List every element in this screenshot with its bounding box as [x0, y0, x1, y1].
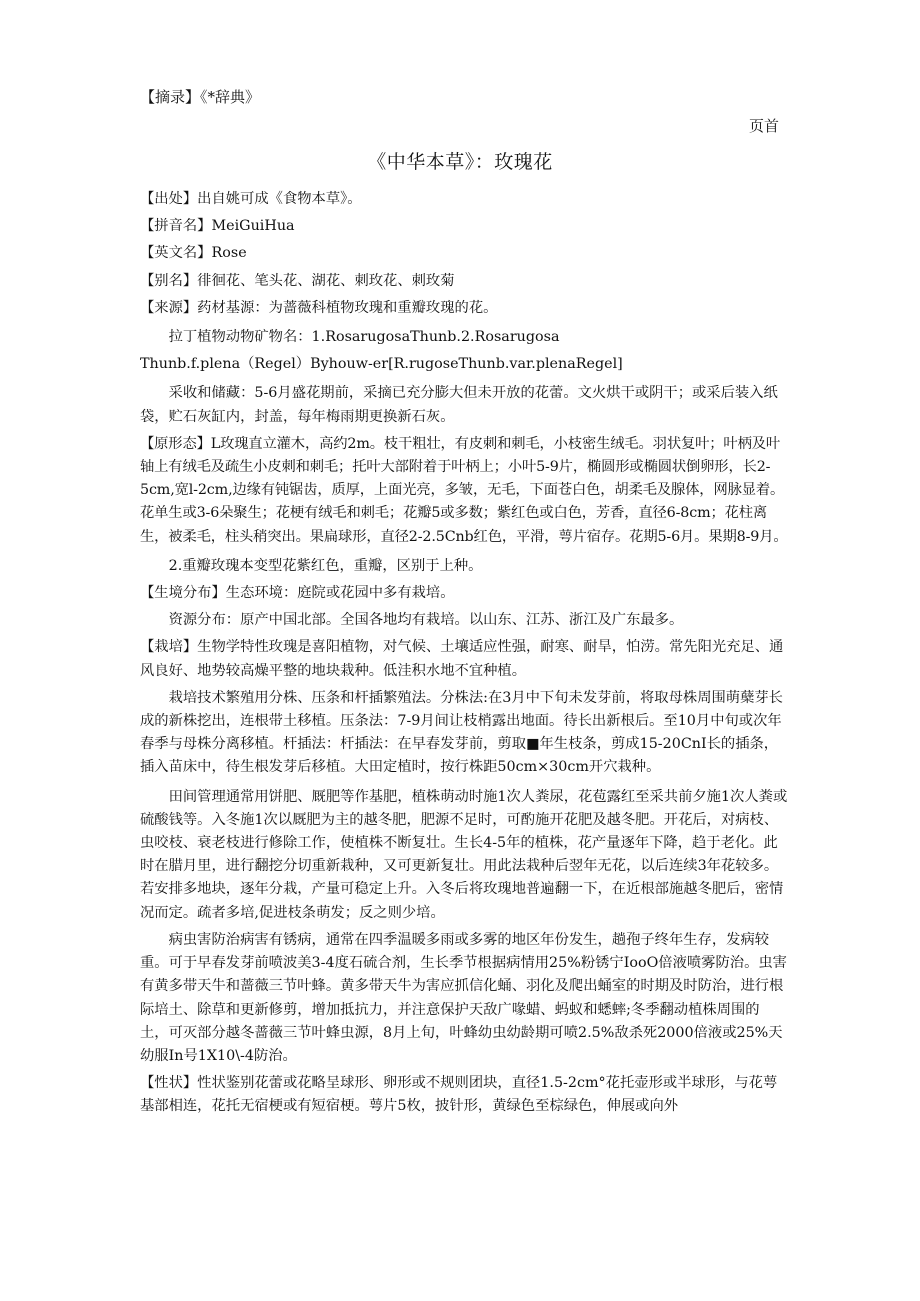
propagation-techniques: 栽培技术繁殖用分株、压条和杆插繁殖法。分株法:在3月中下旬未发芽前，将取母株周围萌蘖芽长成的新株挖出，连根带土移植。压条法：7-9月间让枝梢露出地面。待长出新根后。至10月中旬或次年春季与母株分离移植。杆插法：杆插法：在早春发芽前，剪取■年生枝条，剪成15-20CnI长的插条，插入苗床中，待生根发芽后移植。大田定植时，按行株距50cm×30cm开穴栽种。	[140, 689, 783, 776]
section-pinyin: 【拼音名】MeiGuiHua	[140, 218, 295, 235]
section-morphology: 【原形态】L玫瑰直立灌木，高约2m。枝干粗壮，有皮刺和刺毛，小枝密生绒毛。羽状复叶；叶柄及叶轴上有绒毛及疏生小皮刺和刺毛；托叶大部附着于叶柄上；小叶5-9片，椭圆形或椭圆状倒卵形，长2-5cm,宽l-2cm,边缘有钝锯齿，质厚，上面光亮，多皱，无毛，下面苍白色，胡柔毛及腺体，网脉显着。花单生或3-6朵聚生；花梗有绒毛和刺毛；花瓣5或多数；紫红色或白色，芳香，直径6-8cm；花柱离生，被柔毛，柱头稍突出。果扁球形，直径2-2.5Cnb红色，平滑，萼片宿存。花期5-6月。果期8-9月。	[140, 435, 788, 545]
section-source: 【出处】出自姚可成《食物本草》。	[140, 191, 362, 207]
latin-name-line-2: Thunb.f.plena（Regel）Byhouw-er[R.rugoseThunb.var.plenaRegel]	[140, 356, 623, 373]
double-petal-variety: 2.重瓣玫瑰本变型花紫红色，重瓣，区别于上种。	[168, 557, 483, 574]
section-habitat: 【生境分布】生态环境：庭院或花园中多有栽培。	[140, 585, 455, 602]
section-english-name: 【英文名】Rose	[140, 245, 247, 262]
document-body	[140, 188, 788, 1119]
field-management: 田间管理通常用饼肥、厩肥等作基肥，植株萌动时施1次人粪尿，花苞露红至采共前夕施1次人粪或硫酸钱等。入冬施1次以厩肥为主的越冬肥，肥源不足时，可酌施开花肥及越冬肥。开花后，对病枝、虫咬枝、衰老枝进行修除工作，使植株不断复壮。生长4-5年的植株，花产量逐年下降，趋于老化。此时在腊月里，进行翻挖分切重新栽种，又可更新复壮。用此法栽种后翌年无花，以后连续3年花较多。若安排多地块，逐年分栽，产量可稳定上升。入冬后将玫瑰地普遍翻一下，在近根部施越冬肥后，密情况而定。疏者多培,促进枝条萌发；反之则少培。	[140, 788, 788, 921]
section-characteristics: 【性状】性状鉴别花蕾或花略呈球形、卵形或不规则团块，直径1.5-2cm°花托壶形或半球形，与花萼基部相连，花托无宿梗或有短宿梗。萼片5枚，披针形，黄绿色至棕绿色，伸展或向外	[140, 1075, 778, 1115]
section-aliases: 【别名】徘徊花、笔头花、湖花、刺玫花、刺玫菊	[140, 272, 455, 289]
section-origin: 【来源】药材基源：为蔷薇科植物玫瑰和重瓣玫瑰的花。	[140, 299, 498, 316]
resource-distribution: 资源分布：原产中国北部。全国各地均有栽培。以山东、江苏、浙江及广东最多。	[168, 612, 684, 629]
harvest-storage: 采收和储藏：5-6月盛花期前，采摘已充分膨大但未开放的花蕾。文火烘干或阴干；或采后装入纸袋，贮石灰缸内，封盖，每年梅雨期更换新石灰。	[140, 385, 778, 425]
page-top-link[interactable]: 页首	[748, 117, 779, 135]
section-cultivation: 【栽培】生物学特性玫瑰是喜阳植物，对气候、土壤适应性强，耐寒、耐旱，怕涝。常先阳光充足、通风良好、地势较高燥平整的地块栽种。低洼积水地不宜种植。	[140, 639, 784, 679]
pest-control: 病虫害防治病害有锈病，通常在四季温暖多雨或多雾的地区年份发生，趟孢子终年生存，发病较重。可于早春发芽前喷波美3-4度石硫合剂，生长季节根据病情用25%粉锈宁IooO倍液喷雾防治。虫害有黄多带天牛和蔷薇三节叶蜂。黄多带天牛为害应抓信化蛹、羽化及爬出蛹室的时期及时防治，进行根际培土、除草和更新修剪，增加抵抗力，并注意保护天敌广喙蜡、蚂蚁和蟋蟀;冬季翻动植株周围的土，可灭部分越冬蔷薇三节叶蜂虫源，8月上旬，叶蜂幼虫幼龄期可喷2.5%敌杀死2000倍液或25%天幼服In号1X10\-4防治。	[140, 931, 787, 1064]
latin-name-line-1: 拉丁植物动物矿物名：1.RosarugosaThunb.2.Rosarugosa	[168, 329, 560, 346]
abstract-note: 【摘录】《*辞典》	[140, 88, 261, 106]
page-title: 《中华本草》：玫瑰花	[367, 151, 553, 173]
